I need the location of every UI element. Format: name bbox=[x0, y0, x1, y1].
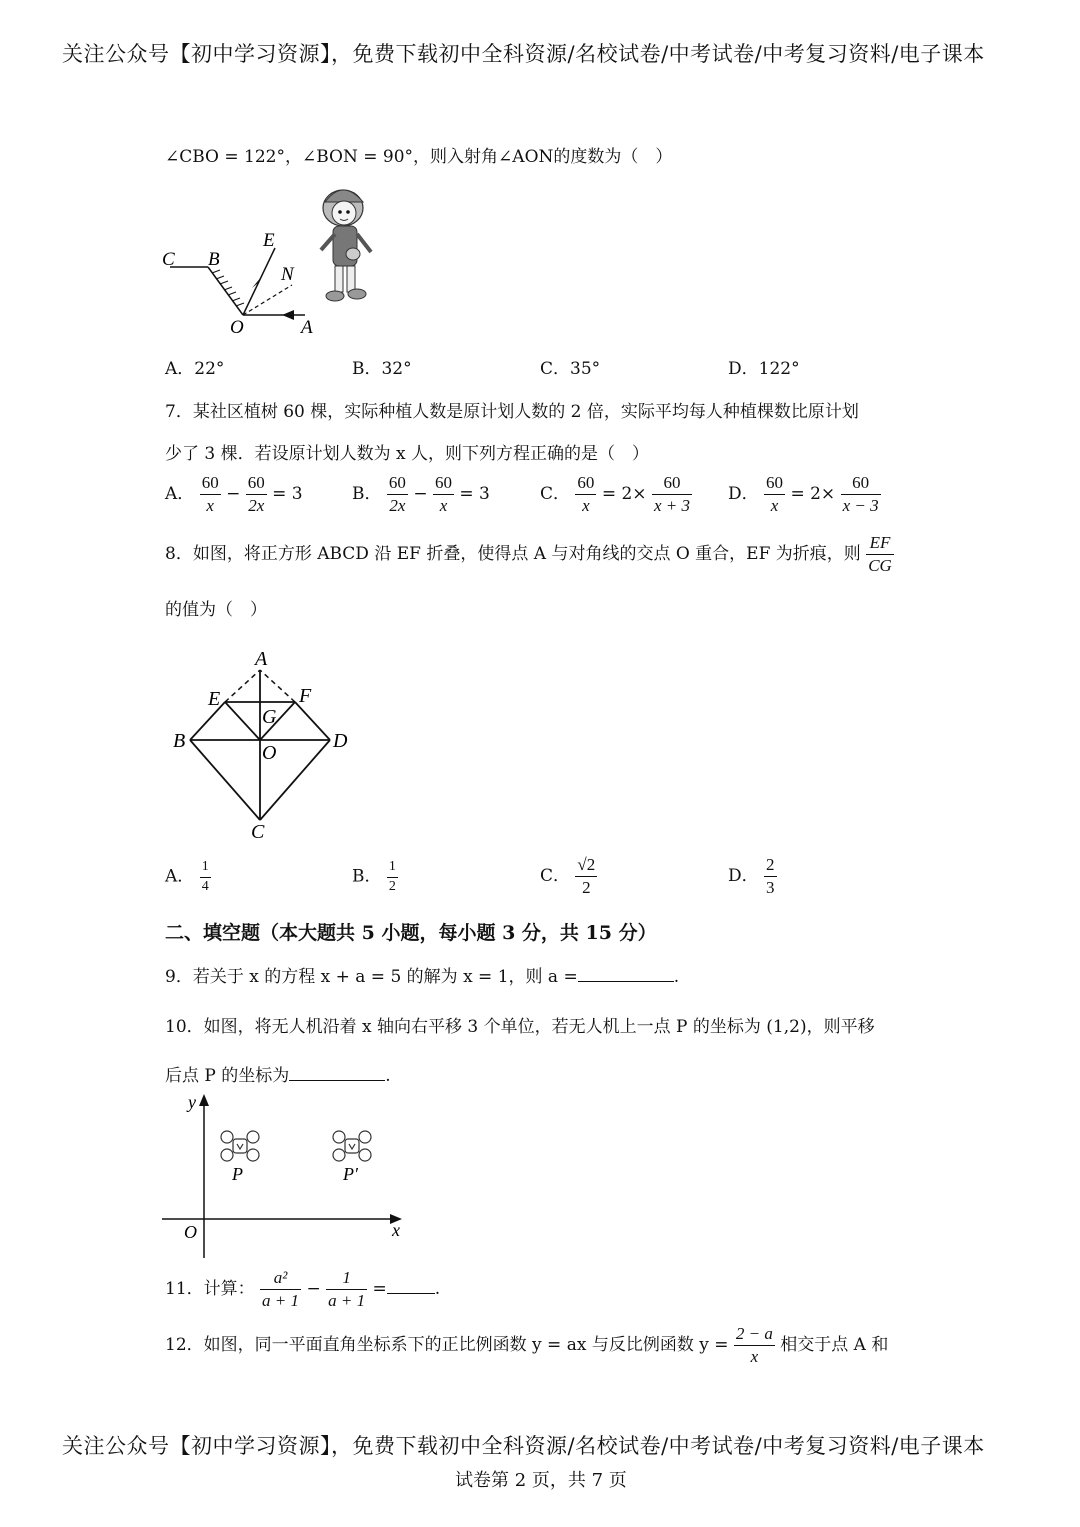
q8-label-e: E bbox=[208, 688, 221, 710]
q7-option-a: A． $\frac{60}{x}$ − $\frac{60}{2x}$ = 3 bbox=[165, 473, 303, 515]
girl-illustration bbox=[321, 190, 371, 301]
q8-option-d: D． $\frac{2}{3}$ bbox=[728, 855, 775, 897]
q10-line1: 10．如图，将无人机沿着 x 轴向右平移 3 个单位，若无人机上一点 P 的坐标为 (1,2)，则平移 bbox=[165, 1017, 875, 1037]
q10-label-p: P bbox=[232, 1164, 243, 1184]
q6-option-c: C．35° bbox=[540, 359, 601, 379]
q7-option-b: B． $\frac{60}{2x}$ − $\frac{60}{x}$ = 3 bbox=[352, 473, 490, 515]
q10-blank[interactable] bbox=[289, 1064, 385, 1081]
q6-label-n: N bbox=[281, 264, 294, 285]
q9-blank[interactable] bbox=[578, 965, 674, 982]
q7-line1: 7．某社区植树 60 棵，实际种植人数是原计划人数的 2 倍，实际平均每人种植棵数比原计划 bbox=[165, 402, 859, 422]
q7-option-c: C． $\frac{60}{x}$ = 2× $\frac{60}{x + 3}$ bbox=[540, 473, 690, 515]
page-number: 试卷第 2 页，共 7 页 bbox=[455, 1470, 627, 1491]
footer-banner: 关注公众号【初中学习资源】，免费下载初中全科资源/名校试卷/中考试卷/中考复习资料/电子课本 bbox=[62, 1434, 985, 1458]
q10-figure bbox=[160, 1090, 420, 1265]
q6-label-c: C bbox=[162, 249, 175, 270]
q11-blank[interactable] bbox=[387, 1277, 435, 1294]
q7-line2: 少了 3 棵．若设原计划人数为 x 人，则下列方程正确的是（ ） bbox=[165, 444, 650, 464]
q8-figure bbox=[165, 640, 365, 840]
q8-label-f: F bbox=[299, 685, 312, 707]
section-heading: 二、填空题（本大题共 5 小题，每小题 3 分，共 15 分） bbox=[165, 922, 657, 944]
q9: 9．若关于 x 的方程 x + a = 5 的解为 x = 1，则 a = . bbox=[165, 967, 680, 987]
q8-label-a: A bbox=[255, 648, 268, 670]
q8-line2: 的值为（ ） bbox=[165, 600, 267, 620]
q6-option-b: B．32° bbox=[352, 359, 412, 379]
q7-option-d: D． $\frac{60}{x}$ = 2× $\frac{60}{x - 3}$ bbox=[728, 473, 879, 515]
drone-translated-icon bbox=[333, 1131, 371, 1161]
q6-text: ∠CBO = 122°，∠BON = 90°，则入射角∠AON的度数为（ ） bbox=[165, 147, 673, 167]
q6-label-o: O bbox=[230, 317, 244, 338]
header-banner: 关注公众号【初中学习资源】，免费下载初中全科资源/名校试卷/中考试卷/中考复习资料/电子课本 bbox=[62, 42, 985, 66]
q10-label-p-prime: P′ bbox=[343, 1164, 358, 1184]
q10-line2: 后点 P 的坐标为 . bbox=[165, 1066, 391, 1086]
q8-label-g: G bbox=[262, 706, 277, 728]
q6-figure bbox=[150, 180, 390, 340]
q10-label-y: y bbox=[188, 1092, 196, 1112]
q6-label-e: E bbox=[263, 230, 275, 251]
q8-label-b: B bbox=[173, 730, 186, 752]
q8-label-c: C bbox=[251, 821, 265, 840]
q8-line1: 8．如图，将正方形 ABCD 沿 EF 折叠，使得点 A 与对角线的交点 O 重合，EF 为折痕，则 $\frac{EF}{CG}$ bbox=[165, 533, 892, 575]
q10-label-x: x bbox=[392, 1220, 400, 1240]
q6-option-a: A．22° bbox=[165, 359, 225, 379]
q6-label-a: A bbox=[301, 317, 313, 338]
q10-label-o: O bbox=[184, 1222, 197, 1242]
drone-icon bbox=[221, 1131, 259, 1161]
q8-label-d: D bbox=[333, 730, 348, 752]
q12: 12．如图，同一平面直角坐标系下的正比例函数 y = ax 与反比例函数 y = $\frac{2 - a}{x}$ 相交于点 A 和 bbox=[165, 1324, 889, 1366]
q11: 11．计算： $\frac{\text{a²}}{a + 1}$ − $\frac{1}{a + 1}$ = . bbox=[165, 1268, 441, 1310]
q8-option-a: A． $\frac{1}{4}$ bbox=[165, 859, 209, 894]
q8-option-c: C． $\frac{√2}{2}$ bbox=[540, 855, 596, 897]
q6-label-b: B bbox=[208, 249, 220, 270]
q8-label-o: O bbox=[262, 742, 277, 764]
q6-option-d: D．122° bbox=[728, 359, 800, 379]
q8-option-b: B． $\frac{1}{2}$ bbox=[352, 859, 396, 894]
